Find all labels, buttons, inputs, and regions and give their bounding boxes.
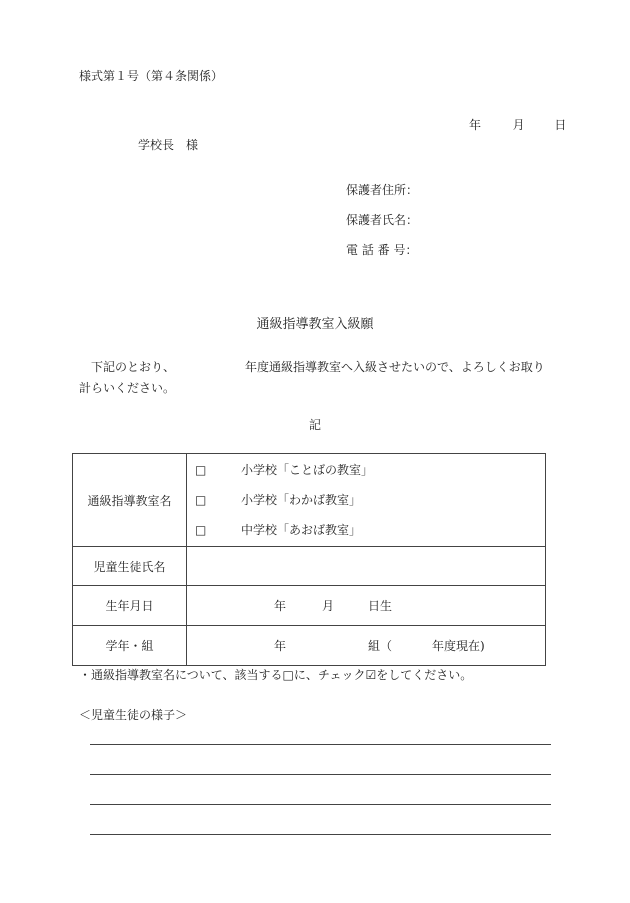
- request-text-part2: 年度通級指導教室へ入級させたいので、よろしくお取り計らいください。: [79, 360, 545, 395]
- date-month: 月: [512, 118, 525, 132]
- guardian-phone-label: 電 話 番 号：: [346, 243, 418, 257]
- grade-class: 組（: [368, 639, 393, 653]
- date-day: 日: [554, 118, 567, 132]
- guardian-address-label: 保護者住所：: [346, 183, 419, 197]
- birth-month: 月: [322, 599, 335, 613]
- ki-label: 記: [308, 418, 321, 432]
- student-name-label: 児童生徒氏名: [73, 547, 187, 586]
- student-name-field[interactable]: [187, 547, 546, 586]
- option-label: 小学校「ことばの教室」: [241, 463, 374, 477]
- writing-line[interactable]: [90, 744, 551, 745]
- birthdate-label: 生年月日: [73, 586, 187, 626]
- grade-row: [73, 626, 546, 666]
- classroom-options: [187, 454, 546, 547]
- birth-year: 年: [274, 599, 287, 613]
- birth-day: 日生: [368, 599, 393, 613]
- option-aoba: [187, 515, 545, 545]
- date-year: 年: [469, 118, 482, 132]
- student-name-row: [73, 547, 546, 586]
- writing-line[interactable]: [90, 774, 551, 775]
- grade-current-year: 年度現在): [432, 639, 485, 653]
- birthdate-field[interactable]: [187, 586, 546, 626]
- classroom-label: 通級指導教室名: [73, 454, 187, 547]
- grade-field[interactable]: [187, 626, 546, 666]
- birthdate-row: [73, 586, 546, 626]
- addressee: 学校長 様: [138, 138, 199, 152]
- option-label: 小学校「わかば教室」: [241, 493, 362, 507]
- document-title: 通級指導教室入級願: [256, 317, 374, 332]
- option-checkbox[interactable]: □: [195, 463, 207, 477]
- check-note: ・通級指導教室名について、該当する□に、チェック☑をしてください。: [79, 668, 473, 682]
- option-wakaba: [187, 485, 545, 515]
- writing-line[interactable]: [90, 804, 551, 805]
- date-line: [469, 117, 566, 133]
- student-manner-heading: ＜児童生徒の様子＞: [79, 708, 188, 722]
- form-number: 様式第１号（第４条関係）: [79, 69, 224, 83]
- grade-year: 年: [274, 639, 287, 653]
- option-kotoba: [187, 455, 545, 485]
- application-table: [72, 453, 546, 666]
- request-text: [79, 357, 554, 399]
- option-checkbox[interactable]: □: [195, 493, 207, 507]
- classroom-row: [73, 454, 546, 547]
- writing-line[interactable]: [90, 834, 551, 835]
- grade-label: 学年・組: [73, 626, 187, 666]
- guardian-name-label: 保護者氏名：: [346, 213, 419, 227]
- option-label: 中学校「あおば教室」: [241, 523, 362, 537]
- option-checkbox[interactable]: □: [195, 523, 207, 537]
- request-text-part1: 下記のとおり、: [91, 360, 176, 374]
